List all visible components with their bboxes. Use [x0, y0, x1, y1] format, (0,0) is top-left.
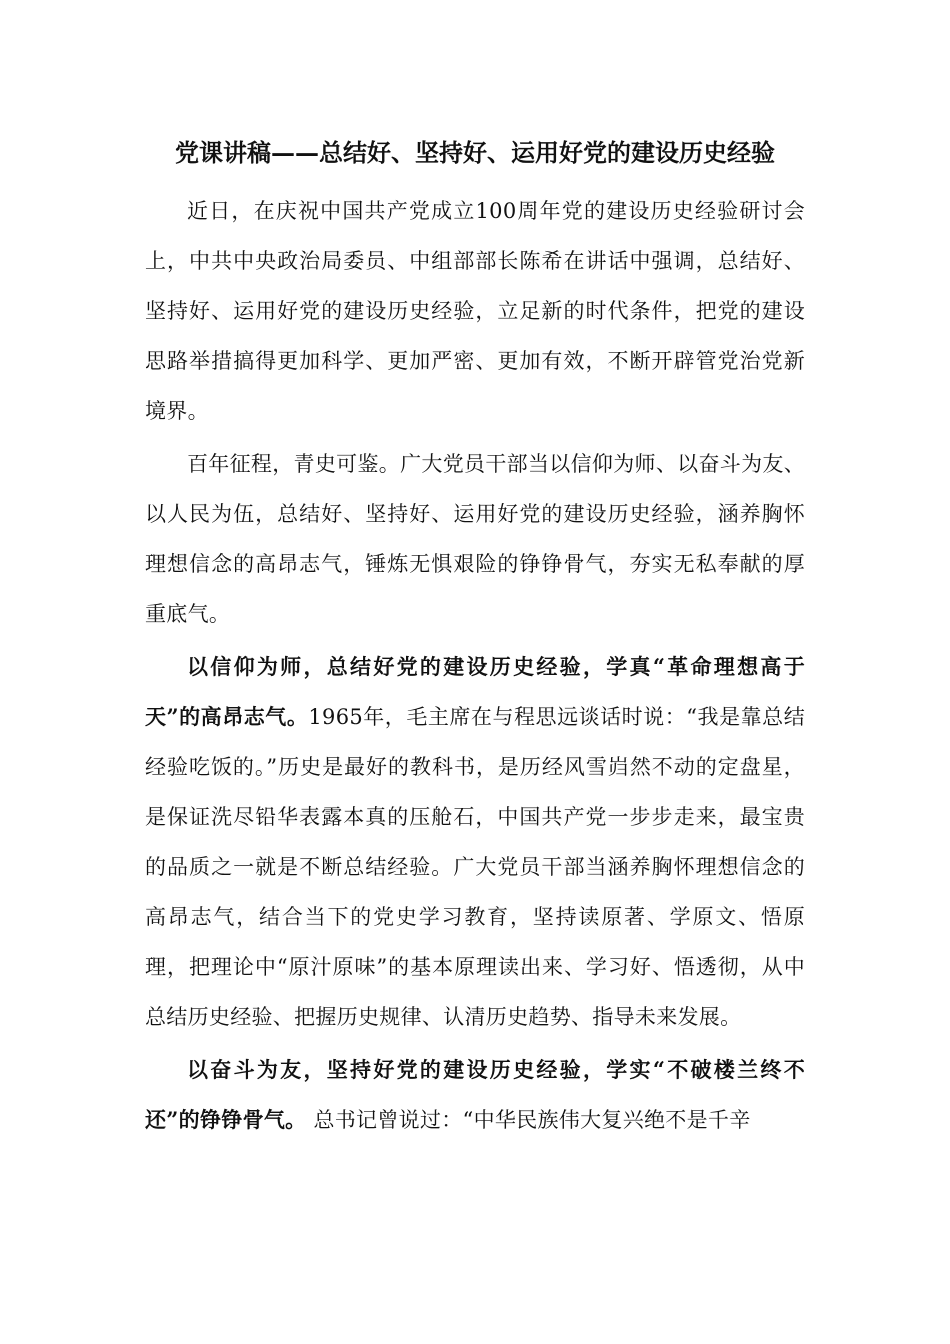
paragraph-1-text: 近日，在庆祝中国共产党成立100周年党的建设历史经验研讨会上，中共中央政治局委员、中组部部长陈希在讲话中强调，总结好、坚持好、运用好党的建设历史经验，立足新的时代条件，把党的建设思路举措搞得更加科学、更加严密、更加有效，不断开辟管党治党新境界。	[145, 199, 805, 423]
paragraph-4-heading: 以奋斗为友，坚持好党的建设历史经验，学实“不破楼兰终不还”的铮铮骨气。	[145, 1057, 805, 1132]
document-body	[145, 186, 805, 1148]
paragraph-1	[145, 186, 805, 436]
document-title: 党课讲稿——总结好、坚持好、运用好党的建设历史经验	[175, 138, 775, 167]
paragraph-3-heading: 以信仰为师，总结好党的建设历史经验，学真“革命理想高于天”的高昂志气。	[145, 654, 805, 729]
paragraph-2	[145, 439, 805, 639]
paragraph-3	[145, 642, 805, 1042]
paragraph-4-text: 总书记曾说过：“中华民族伟大复兴绝不是千辛	[306, 1108, 751, 1132]
paragraph-2-text: 百年征程，青史可鉴。广大党员干部当以信仰为师、以奋斗为友、以人民为伍，总结好、坚持好、运用好党的建设历史经验，涵养胸怀理想信念的高昂志气，锤炼无惧艰险的铮铮骨气，夯实无私奉献的厚重底气。	[145, 452, 805, 626]
paragraph-4	[145, 1045, 805, 1145]
paragraph-3-text: 1965年，毛主席在与程思远谈话时说：“我是靠总结经验吃饭的。”历史是最好的教科书，是历经风雪岿然不动的定盘星，是保证洗尽铅华表露本真的压舱石，中国共产党一步步走来，最宝贵的品质之一就是不断总结经验。广大党员干部当涵养胸怀理想信念的高昂志气，结合当下的党史学习教育，坚持读原著、学原文、悟原理，把理论中“原汁原味”的基本原理读出来、学习好、悟透彻，从中总结历史经验、把握历史规律、认清历史趋势、指导未来发展。	[145, 705, 805, 1029]
